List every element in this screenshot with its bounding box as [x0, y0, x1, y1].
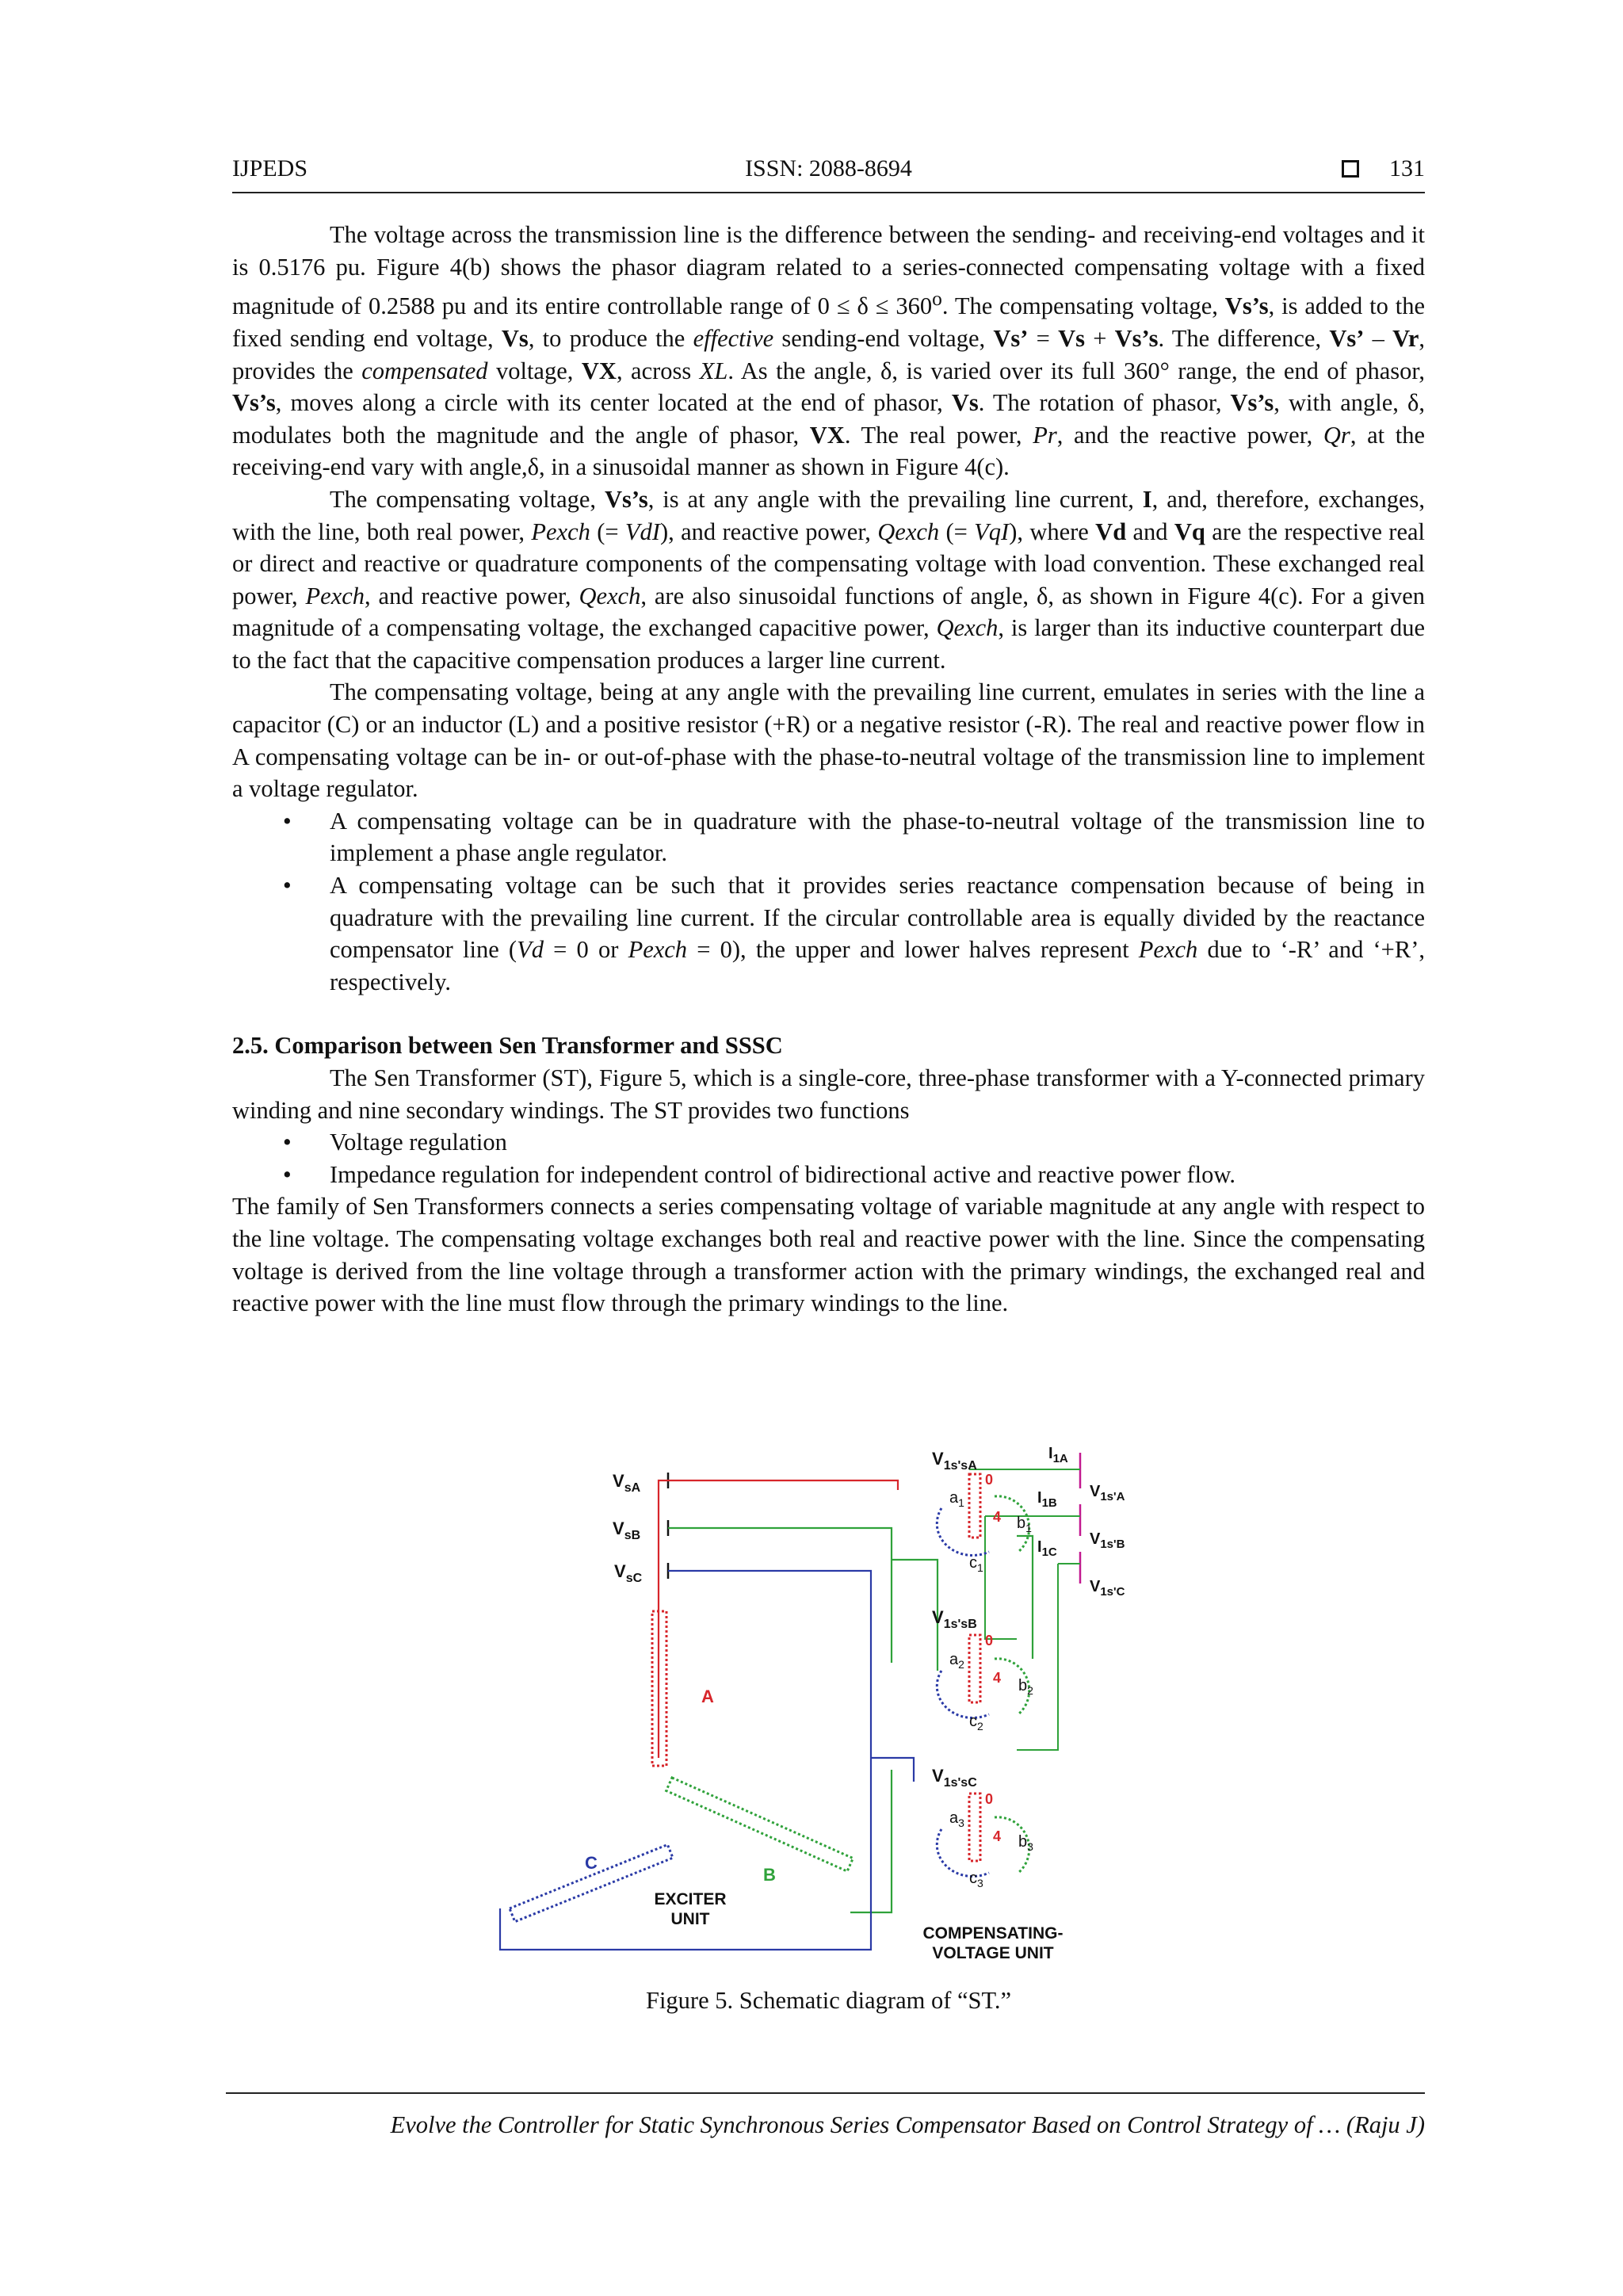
journal-name: IJPEDS — [232, 155, 308, 181]
label-b1: $b_1$ — [1017, 1515, 1032, 1534]
text: ), and reactive power, — [659, 518, 878, 545]
symbol: Qexch — [877, 518, 940, 545]
text: . The compensating voltage, — [941, 292, 1225, 320]
label-b2: $b_2$ — [1018, 1677, 1033, 1697]
text: , moves along a circle with its center located at the end of phasor, — [275, 389, 952, 417]
text: , at the receiving-end vary with angle,δ, in a sinusoidal manner as shown in Figure 4(c). — [232, 421, 1425, 481]
label-winding-a: A — [701, 1687, 714, 1706]
emphasis: compensated — [361, 357, 488, 384]
symbol: Qr — [1323, 421, 1350, 449]
label-a1: $a_1$ — [949, 1489, 964, 1509]
checkbox-icon — [1342, 160, 1359, 178]
bullet-list-2 — [232, 1126, 1425, 1190]
symbol: Vs — [951, 389, 979, 417]
text: VOLTAGE UNIT — [932, 1944, 1054, 1962]
page-number: 131 — [1389, 155, 1425, 181]
text: are the respective real or direct and reactive or quadrature components of the compensating voltage with load convention. These exchanged real power, — [232, 518, 1426, 609]
primary-winding-b — [666, 1778, 854, 1871]
text: , and reactive power, — [365, 582, 579, 609]
list-item: • Voltage regulation — [232, 1126, 1425, 1159]
figure-caption: Figure 5. Schematic diagram of “ST.” — [645, 1987, 1012, 2014]
symbol: VX — [809, 421, 845, 449]
text: EXCITER — [654, 1890, 727, 1908]
text: . The real power, — [844, 421, 1033, 449]
symbol: I — [1142, 485, 1152, 513]
list-item — [232, 869, 1425, 998]
label-winding-c: C — [585, 1853, 598, 1873]
text: , is added to the fixed sending end voltage, — [232, 292, 1425, 352]
label-v1ssa: $V_{1s'sA}$ — [932, 1449, 977, 1473]
text: . The rotation of phasor, — [978, 389, 1231, 417]
symbol: Vs’s — [604, 485, 648, 513]
label-c2: $c_2$ — [969, 1713, 983, 1733]
text: , is larger than its inductive counterpart due to the fact that the capacitive compensation produces a larger line current. — [232, 614, 1425, 674]
page-number-block — [1342, 155, 1425, 182]
text: , provides the — [232, 324, 1426, 384]
output-labels — [1037, 1445, 1125, 1599]
text: , is at any angle with the prevailing line current, — [647, 485, 1143, 513]
issn: ISSN: 2088-8694 — [745, 155, 912, 181]
symbol: Pr — [1033, 421, 1057, 449]
text: , and, therefore, exchanges, with the line, both real power, — [232, 485, 1425, 545]
text: , to produce the — [528, 324, 693, 352]
body-text — [232, 219, 1425, 1320]
tap-0: 0 — [985, 1472, 994, 1488]
symbol: Vs’s — [1114, 324, 1159, 352]
text: , are also sinusoidal functions of angle, δ, as shown in Figure 4(c). For a given magnitude of a compensating voltage, the exchanged capacitive power, — [232, 582, 1425, 642]
label-vsb: $V_{sB}$ — [613, 1519, 641, 1542]
label-v1sa: $V_{1s'A}$ — [1090, 1483, 1125, 1503]
compensating-unit-1 — [932, 1449, 1032, 1574]
text: + — [1084, 324, 1115, 352]
text: , across — [616, 357, 700, 384]
list-item: • A compensating voltage can be in quadrature with the phase-to-neutral voltage of the transmission line to implement a phase angle regulator. — [232, 805, 1425, 869]
label-a2: $a_2$ — [949, 1651, 964, 1671]
symbol: Vs’s — [1224, 292, 1269, 320]
text: UNIT — [670, 1910, 710, 1928]
paragraph-2 — [232, 483, 1425, 677]
symbol: Vq — [1174, 518, 1205, 545]
symbol: Vd — [517, 936, 544, 964]
text: A compensating voltage can be such that it provides series reactance compensation because of being in quadrature with the prevailing line current. If the circular controllable area is equally divided by the reactance compensator line ( — [330, 872, 1425, 964]
tap-0: 0 — [985, 1633, 994, 1648]
st-schematic-figure — [494, 1441, 1175, 1973]
text: = — [1028, 324, 1059, 352]
paragraph-1 — [232, 219, 1425, 483]
label-v1ssb: $V_{1s'sB}$ — [932, 1607, 977, 1631]
exciter-unit-label — [654, 1890, 726, 1928]
symbol: Pexch — [1138, 936, 1198, 964]
compensating-unit-label — [923, 1924, 1064, 1962]
symbol: VdI — [624, 518, 660, 545]
symbol: Pexch — [305, 582, 365, 609]
symbol: Vd — [1095, 518, 1127, 545]
label-i1b: $I_{1B}$ — [1037, 1489, 1057, 1510]
symbol: VqI — [974, 518, 1010, 545]
degree-sup: o — [932, 288, 942, 311]
text: The voltage across the transmission line is the difference between the sending- and receiving-end voltages and it is 0.5176 pu. Figure 4(b) shows the phasor diagram related to a series-connected compensating voltage with a fixed magnitude of 0.2588 pu and its entire controllable range of 0 ≤ δ ≤ 360 — [232, 221, 1425, 320]
phase-a-wiring — [659, 1480, 898, 1758]
symbol: Qexch — [579, 582, 641, 609]
section-heading: 2.5. Comparison between Sen Transformer and SSSC — [232, 1032, 783, 1060]
label-i1a: $I_{1A}$ — [1048, 1445, 1068, 1465]
symbol: Pexch — [531, 518, 590, 545]
text: , and the reactive power, — [1056, 421, 1323, 449]
symbol: Vs’s — [1230, 389, 1274, 417]
label-v1ssc: $V_{1s'sC}$ — [932, 1766, 977, 1790]
label-v1sb: $V_{1s'B}$ — [1090, 1530, 1125, 1551]
text: The compensating voltage, — [330, 485, 605, 513]
compensating-unit-2 — [932, 1607, 1033, 1733]
label-vsc: $V_{sC}$ — [614, 1561, 643, 1585]
label-c3: $c_3$ — [969, 1870, 983, 1889]
tap-4: 4 — [993, 1828, 1002, 1844]
text: = 0 or — [543, 936, 628, 964]
label-winding-b: B — [763, 1865, 776, 1885]
list-item: • Impedance regulation for independent control of bidirectional active and reactive power flow. — [232, 1159, 1425, 1191]
emphasis: effective — [693, 324, 774, 352]
paragraph-3: The compensating voltage, being at any angle with the prevailing line current, emulates in series with the line a capacitor (C) or an inductor (L) and a positive resistor (+R) or a negative resistor (-R). The real and reactive power flow in A compensating voltage can be in- or out-of-phase with the phase-to-neutral voltage of the transmission line to implement a voltage regulator. — [232, 678, 1425, 803]
text: = 0), the upper and lower halves represent — [687, 936, 1139, 964]
paragraph-4: The Sen Transformer (ST), Figure 5, which is a single-core, three-phase transformer with a Y-connected primary winding and nine secondary windings. The ST provides two functions — [232, 1064, 1425, 1124]
running-header — [232, 155, 1425, 193]
text: and — [1126, 518, 1174, 545]
label-a3: $a_3$ — [949, 1809, 964, 1829]
text: . The difference, — [1158, 324, 1330, 352]
symbol: Pexch — [628, 936, 688, 964]
symbol: Vs’ — [993, 324, 1029, 352]
symbol: Vs — [1058, 324, 1085, 352]
tap-4: 4 — [993, 1670, 1002, 1686]
bullet-list-1 — [232, 805, 1425, 999]
primary-winding-a — [652, 1611, 714, 1766]
label-i1c: $I_{1C}$ — [1037, 1538, 1057, 1559]
text: COMPENSATING- — [922, 1924, 1064, 1943]
symbol: Vs’ — [1329, 324, 1365, 352]
symbol: Vr — [1392, 324, 1419, 352]
paragraph-5: The family of Sen Transformers connects a series compensating voltage of variable magnitude at any angle with respect to the line voltage. The compensating voltage exchanges both real and reactive power with the line. Since the compensating voltage is derived from the line voltage through a transformer action with the primary windings, the exchanged real and reactive power with the line must flow through the primary windings to the line. — [232, 1193, 1425, 1317]
symbol: Vs — [501, 324, 529, 352]
text: voltage, — [487, 357, 582, 384]
label-b3: $b_3$ — [1018, 1833, 1033, 1853]
left-bus-labels — [613, 1471, 643, 1585]
label-c1: $c_1$ — [969, 1554, 983, 1574]
text: , with angle, δ, modulates both the magnitude and the angle of phasor, — [232, 389, 1425, 449]
text: . As the angle, δ, is varied over its full 360° range, the end of phasor, — [727, 357, 1425, 384]
tap-0: 0 — [985, 1791, 994, 1807]
tap-4: 4 — [993, 1509, 1002, 1525]
label-v1sc: $V_{1s'C}$ — [1090, 1578, 1125, 1599]
text: (= — [939, 518, 975, 545]
symbol: Vs’s — [232, 389, 276, 417]
label-vsa: $V_{sA}$ — [613, 1471, 641, 1495]
compensating-unit-3 — [932, 1766, 1033, 1889]
text: sending-end voltage, — [773, 324, 994, 352]
text: – — [1364, 324, 1393, 352]
text: due to ‘-R’ and ‘+R’, respectively. — [330, 936, 1426, 995]
text: (= — [590, 518, 625, 545]
symbol: Qexch — [936, 614, 999, 642]
text: ), where — [1009, 518, 1096, 545]
symbol: VX — [581, 357, 617, 384]
symbol: XL — [699, 357, 728, 384]
running-footer: Evolve the Controller for Static Synchronous Series Compensator Based on Control Strategy of … (Raju J) — [226, 2092, 1425, 2139]
